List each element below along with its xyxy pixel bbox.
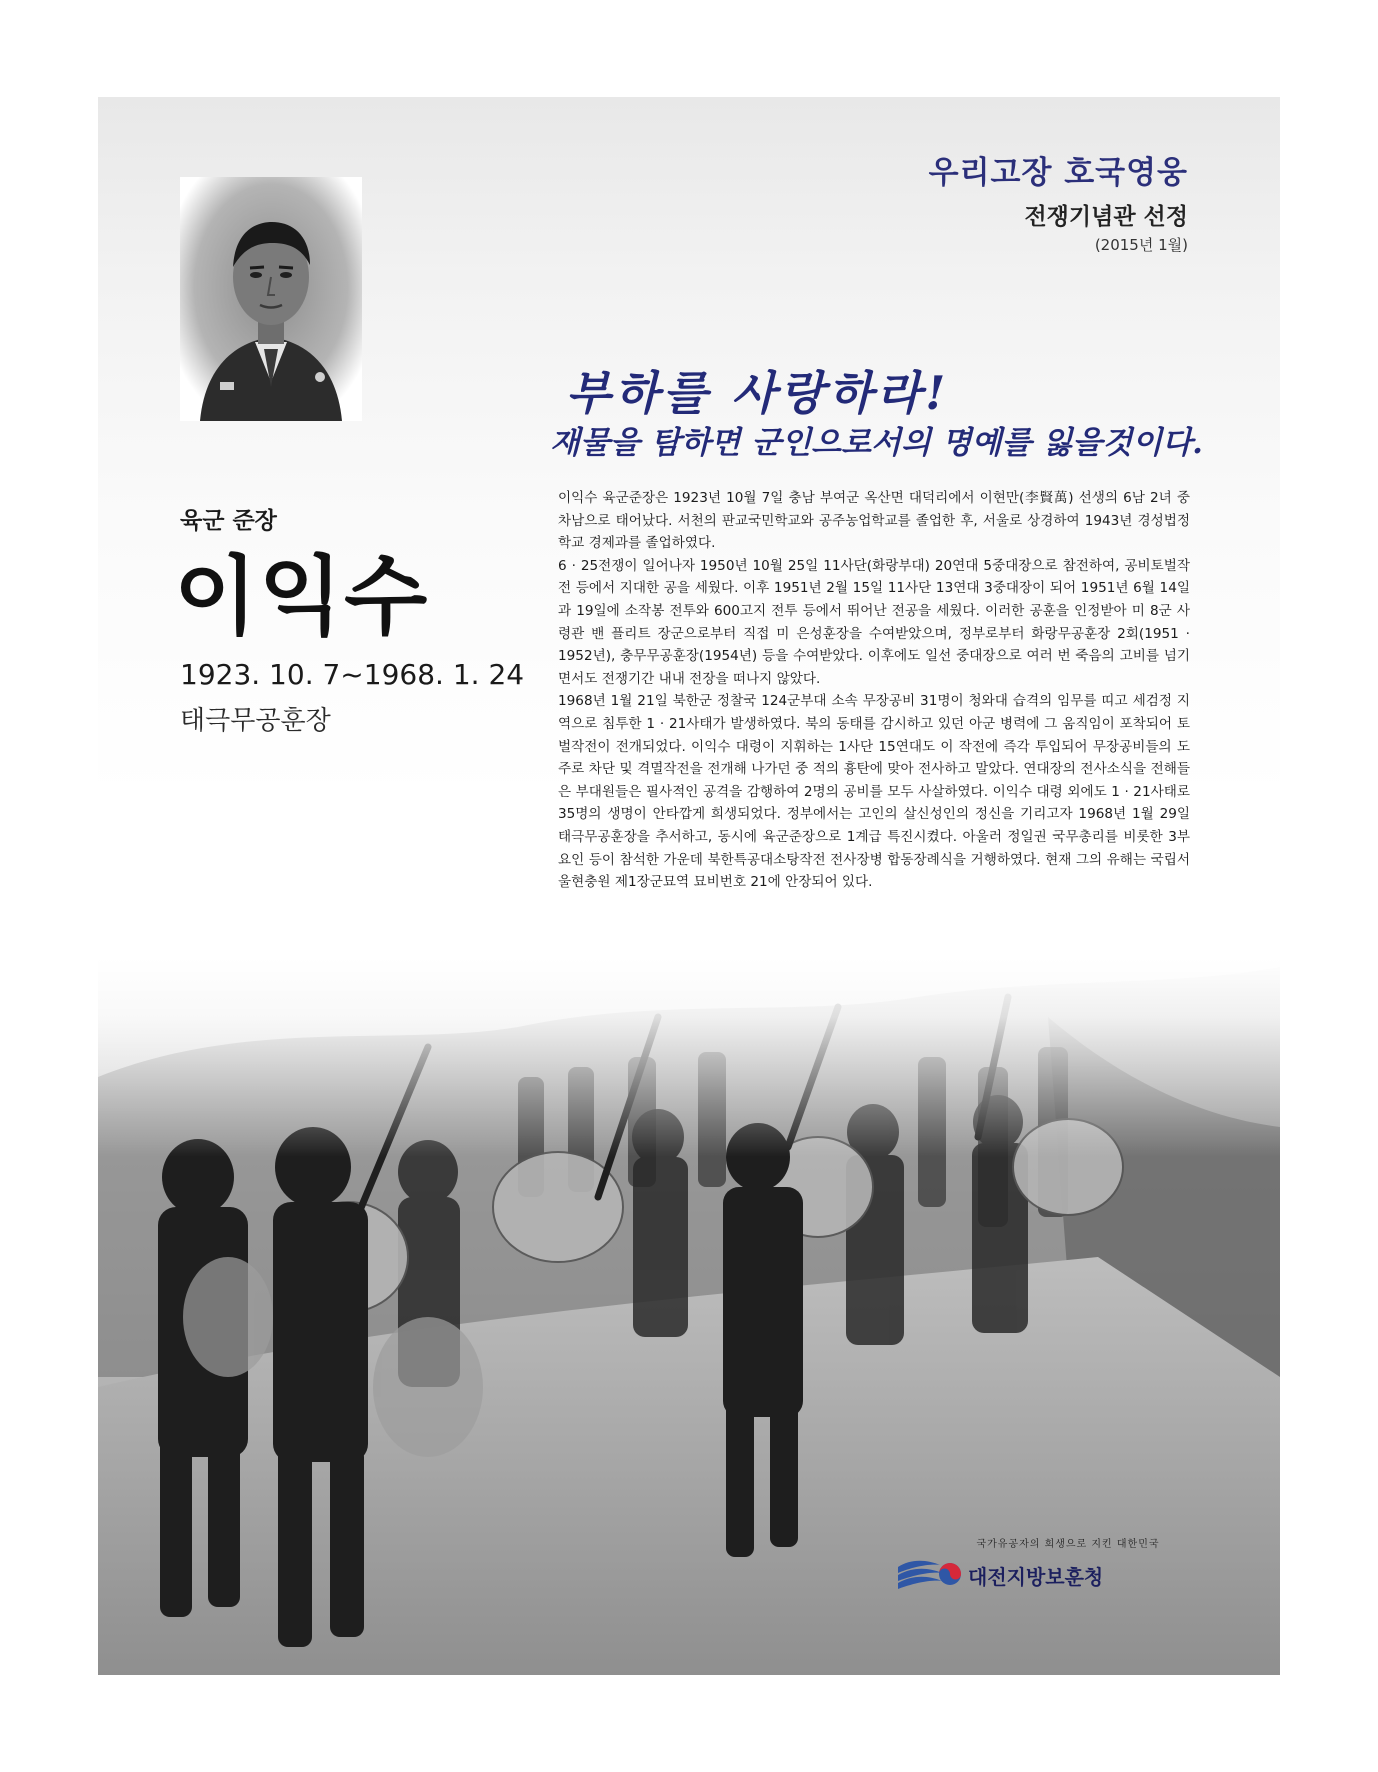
- organization-logo: [888, 1535, 1248, 1605]
- rank: 육군 준장: [180, 508, 277, 534]
- biography-paragraph: 1968년 1월 21일 북한군 정찰국 124군부대 소속 무장공비 31명이 청와대 습격의 임무를 띠고 세검정 지역으로 침투한 1 · 21사태가 발생하였다. 북의 동태를 감시하고 있던 아군 병력에 그 움직임이 포착되어 토벌작전이 전개되었다. 이익수 대령이 지휘하는 1사단 15연대도 이 작전에 즉각 투입되어 무장공비들의 도주로 차단 및 격멸작전을 전개해 나가던 중 적의 흉탄에 맞아 전사하고 말았다. 연대장의 전사소식을 전해들은 부대원들은 필사적인 공격을 감행하여 2명의 공비를 모두 사살하였다. 이익수 대령 외에도 1 · 21사태로 35명의 생명이 안타깝게 희생되었다. 정부에서는 고인의 살신성인의 정신을 기리고자 1968년 1월 29일 태극무공훈장을 추서하고, 동시에 육군준장으로 1계급 특진시켰다. 아울러 정일권 국무총리를 비롯한 3부요인 등이 참석한 가운데 북한특공대소탕작전 전사장병 합동장례식을 거행하였다. 현재 그의 유해는 국립서울현충원 제1장군묘역 묘비번호 21에 안장되어 있다.: [558, 693, 1190, 891]
- medal: 태극무공훈장: [180, 706, 331, 736]
- series-title: 우리고장 호국영웅: [928, 155, 1188, 191]
- biography-paragraph: 6 · 25전쟁이 일어나자 1950년 10월 25일 11사단(화랑부대) 20연대 5중대장으로 참전하여, 공비토벌작전 등에서 지대한 공을 세웠다. 이후 1951년 2월 15일 11사단 13연대 3중대장이 되어 1951년 6월 14일과 19일에 소작봉 전투와 600고지 전투 등에서 뛰어난 전공을 세웠다. 이러한 공훈을 인정받아 미 8군 사령관 밴 플리트 장군으로부터 직접 미 은성훈장을 수여받았으며, 정부로부터 화랑무공훈장 2회(1951 · 1952년), 충무무공훈장(1954년) 등을 수여받았다. 이후에도 일선 중대장으로 여러 번 죽음의 고비를 넘기면서도 전쟁기간 내내 전장을 떠나지 않았다.: [558, 557, 1190, 687]
- slogan-line-2: 재물을 탐하면 군인으로서의 명예를 잃을것이다.: [550, 425, 1203, 461]
- life-dates: 1923. 10. 7~1968. 1. 24: [180, 658, 525, 691]
- biography-paragraph: 이익수 육군준장은 1923년 10월 7일 충남 부여군 옥산면 대덕리에서 이현만(李賢萬) 선생의 6남 2녀 중 차남으로 태어났다. 서천의 판교국민학교와 공주농업학교를 졸업한 후, 서울로 상경하여 1943년 경성법정학교 경제과를 졸업하였다.: [558, 490, 1190, 552]
- person-name: 이익수: [174, 547, 430, 647]
- header: [929, 147, 1188, 255]
- bohun-emblem-icon: [896, 1557, 962, 1591]
- logo-name: 대전지방보훈청: [968, 1565, 1104, 1589]
- slogan-line-1: 부하를 사랑하라!: [566, 366, 950, 420]
- scene-top-fade: [98, 957, 1280, 1157]
- portrait-illustration: [180, 177, 362, 421]
- poster: [98, 97, 1280, 1675]
- logo-tagline: 국가유공자의 희생으로 지킨 대한민국: [976, 1539, 1160, 1550]
- series-subtitle: 전쟁기념관 선정: [1024, 204, 1188, 230]
- portrait-photo: [180, 177, 362, 421]
- series-date: (2015년 1월): [1094, 236, 1188, 254]
- biography-text: [558, 487, 1190, 894]
